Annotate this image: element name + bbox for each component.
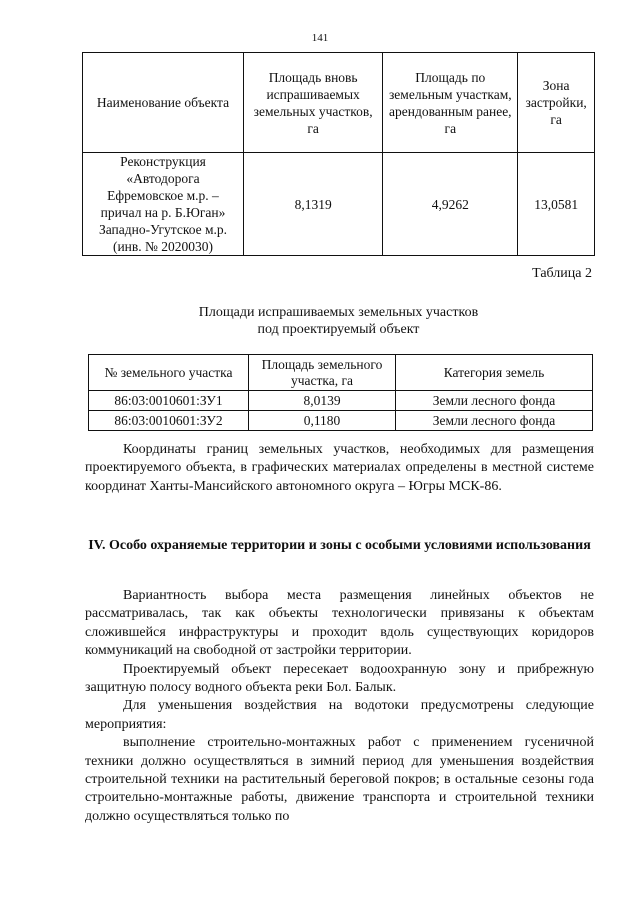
object-name-cell xyxy=(83,153,244,256)
plot-number-cell: 86:03:0010601:ЗУ2 xyxy=(89,411,249,431)
header-new-area: Площадь вновь испрашиваемых земельных участков, га xyxy=(244,53,383,153)
object-name-line: причал на р. Б.Юган» xyxy=(100,205,226,220)
section-body xyxy=(85,587,594,826)
area-summary-table xyxy=(82,52,595,256)
object-name-line: (инв. № 2020030) xyxy=(112,239,214,254)
header-leased-area: Площадь по земельным участкам, арендованным ранее, га xyxy=(383,53,518,153)
object-name-line: «Автодорога xyxy=(126,171,200,186)
page-number: 141 xyxy=(311,32,329,44)
table-header-row xyxy=(89,355,593,391)
plot-area-cell: 8,0139 xyxy=(249,391,396,411)
coordinates-paragraph: Координаты границ земельных участков, необходимых для размещения проектируемого объекта, в графических материалах определены в местной системе координат Ханты-Мансийского автономного округа – Югры МСК-86. xyxy=(85,442,594,494)
table-header-row xyxy=(83,53,595,153)
plot-number-cell: 86:03:0010601:ЗУ1 xyxy=(89,391,249,411)
table-row xyxy=(89,411,593,431)
header-object-name: Наименование объекта xyxy=(83,53,244,153)
paragraph-measures-intro: Для уменьшения воздействия на водотоки предусмотрены следующие мероприятия: xyxy=(85,698,594,732)
table-title-line: под проектируемый объект xyxy=(257,322,420,337)
zone-cell: 13,0581 xyxy=(518,153,595,256)
leased-area-cell: 4,9262 xyxy=(383,153,518,256)
paragraph-measures-item: выполнение строительно-монтажных работ с применением гусеничной техники должно осуществляться в зимний период для уменьшения воздействия строительной техники на растительный береговой покров; в остальные сезоны года строительно-монтажные работы, движение транспорта и строительной техники должно осуществляться только по xyxy=(85,735,594,824)
section-heading: IV. Особо охраняемые территории и зоны с особыми условиями использования xyxy=(88,538,591,553)
table-title-line: Площади испрашиваемых земельных участков xyxy=(198,305,479,320)
paragraph-water-zone: Проектируемый объект пересекает водоохранную зону и прибрежную защитную полосу водного объекта реки Бол. Балык. xyxy=(85,661,594,696)
table-row xyxy=(89,391,593,411)
header-plot-number: № земельного участка xyxy=(89,355,249,391)
new-area-cell: 8,1319 xyxy=(244,153,383,256)
land-category-cell: Земли лесного фонда xyxy=(396,411,593,431)
object-name-line: Ефремовское м.р. – xyxy=(107,188,219,203)
land-category-cell: Земли лесного фонда xyxy=(396,391,593,411)
table-title xyxy=(82,304,595,338)
paragraph-route-variants: Вариантность выбора места размещения линейных объектов не рассматривалась, так как объекты технологически привязаны к объектам сложившейся инфраструктуры и проходит вдоль существующих коридоров коммуникаций на свободной от застройки территории. xyxy=(85,588,594,659)
table-caption: Таблица 2 xyxy=(532,266,592,281)
coordinates-section xyxy=(85,441,594,496)
table-row xyxy=(83,153,595,256)
land-plots-table xyxy=(88,354,593,431)
header-land-category: Категория земель xyxy=(396,355,593,391)
plot-area-cell: 0,1180 xyxy=(249,411,396,431)
object-name-line: Западно-Угутское м.р. xyxy=(98,222,228,237)
header-building-zone: Зона застройки, га xyxy=(518,53,595,153)
object-name-line: Реконструкция xyxy=(120,154,206,169)
header-plot-area: Площадь земельного участка, га xyxy=(249,355,396,391)
